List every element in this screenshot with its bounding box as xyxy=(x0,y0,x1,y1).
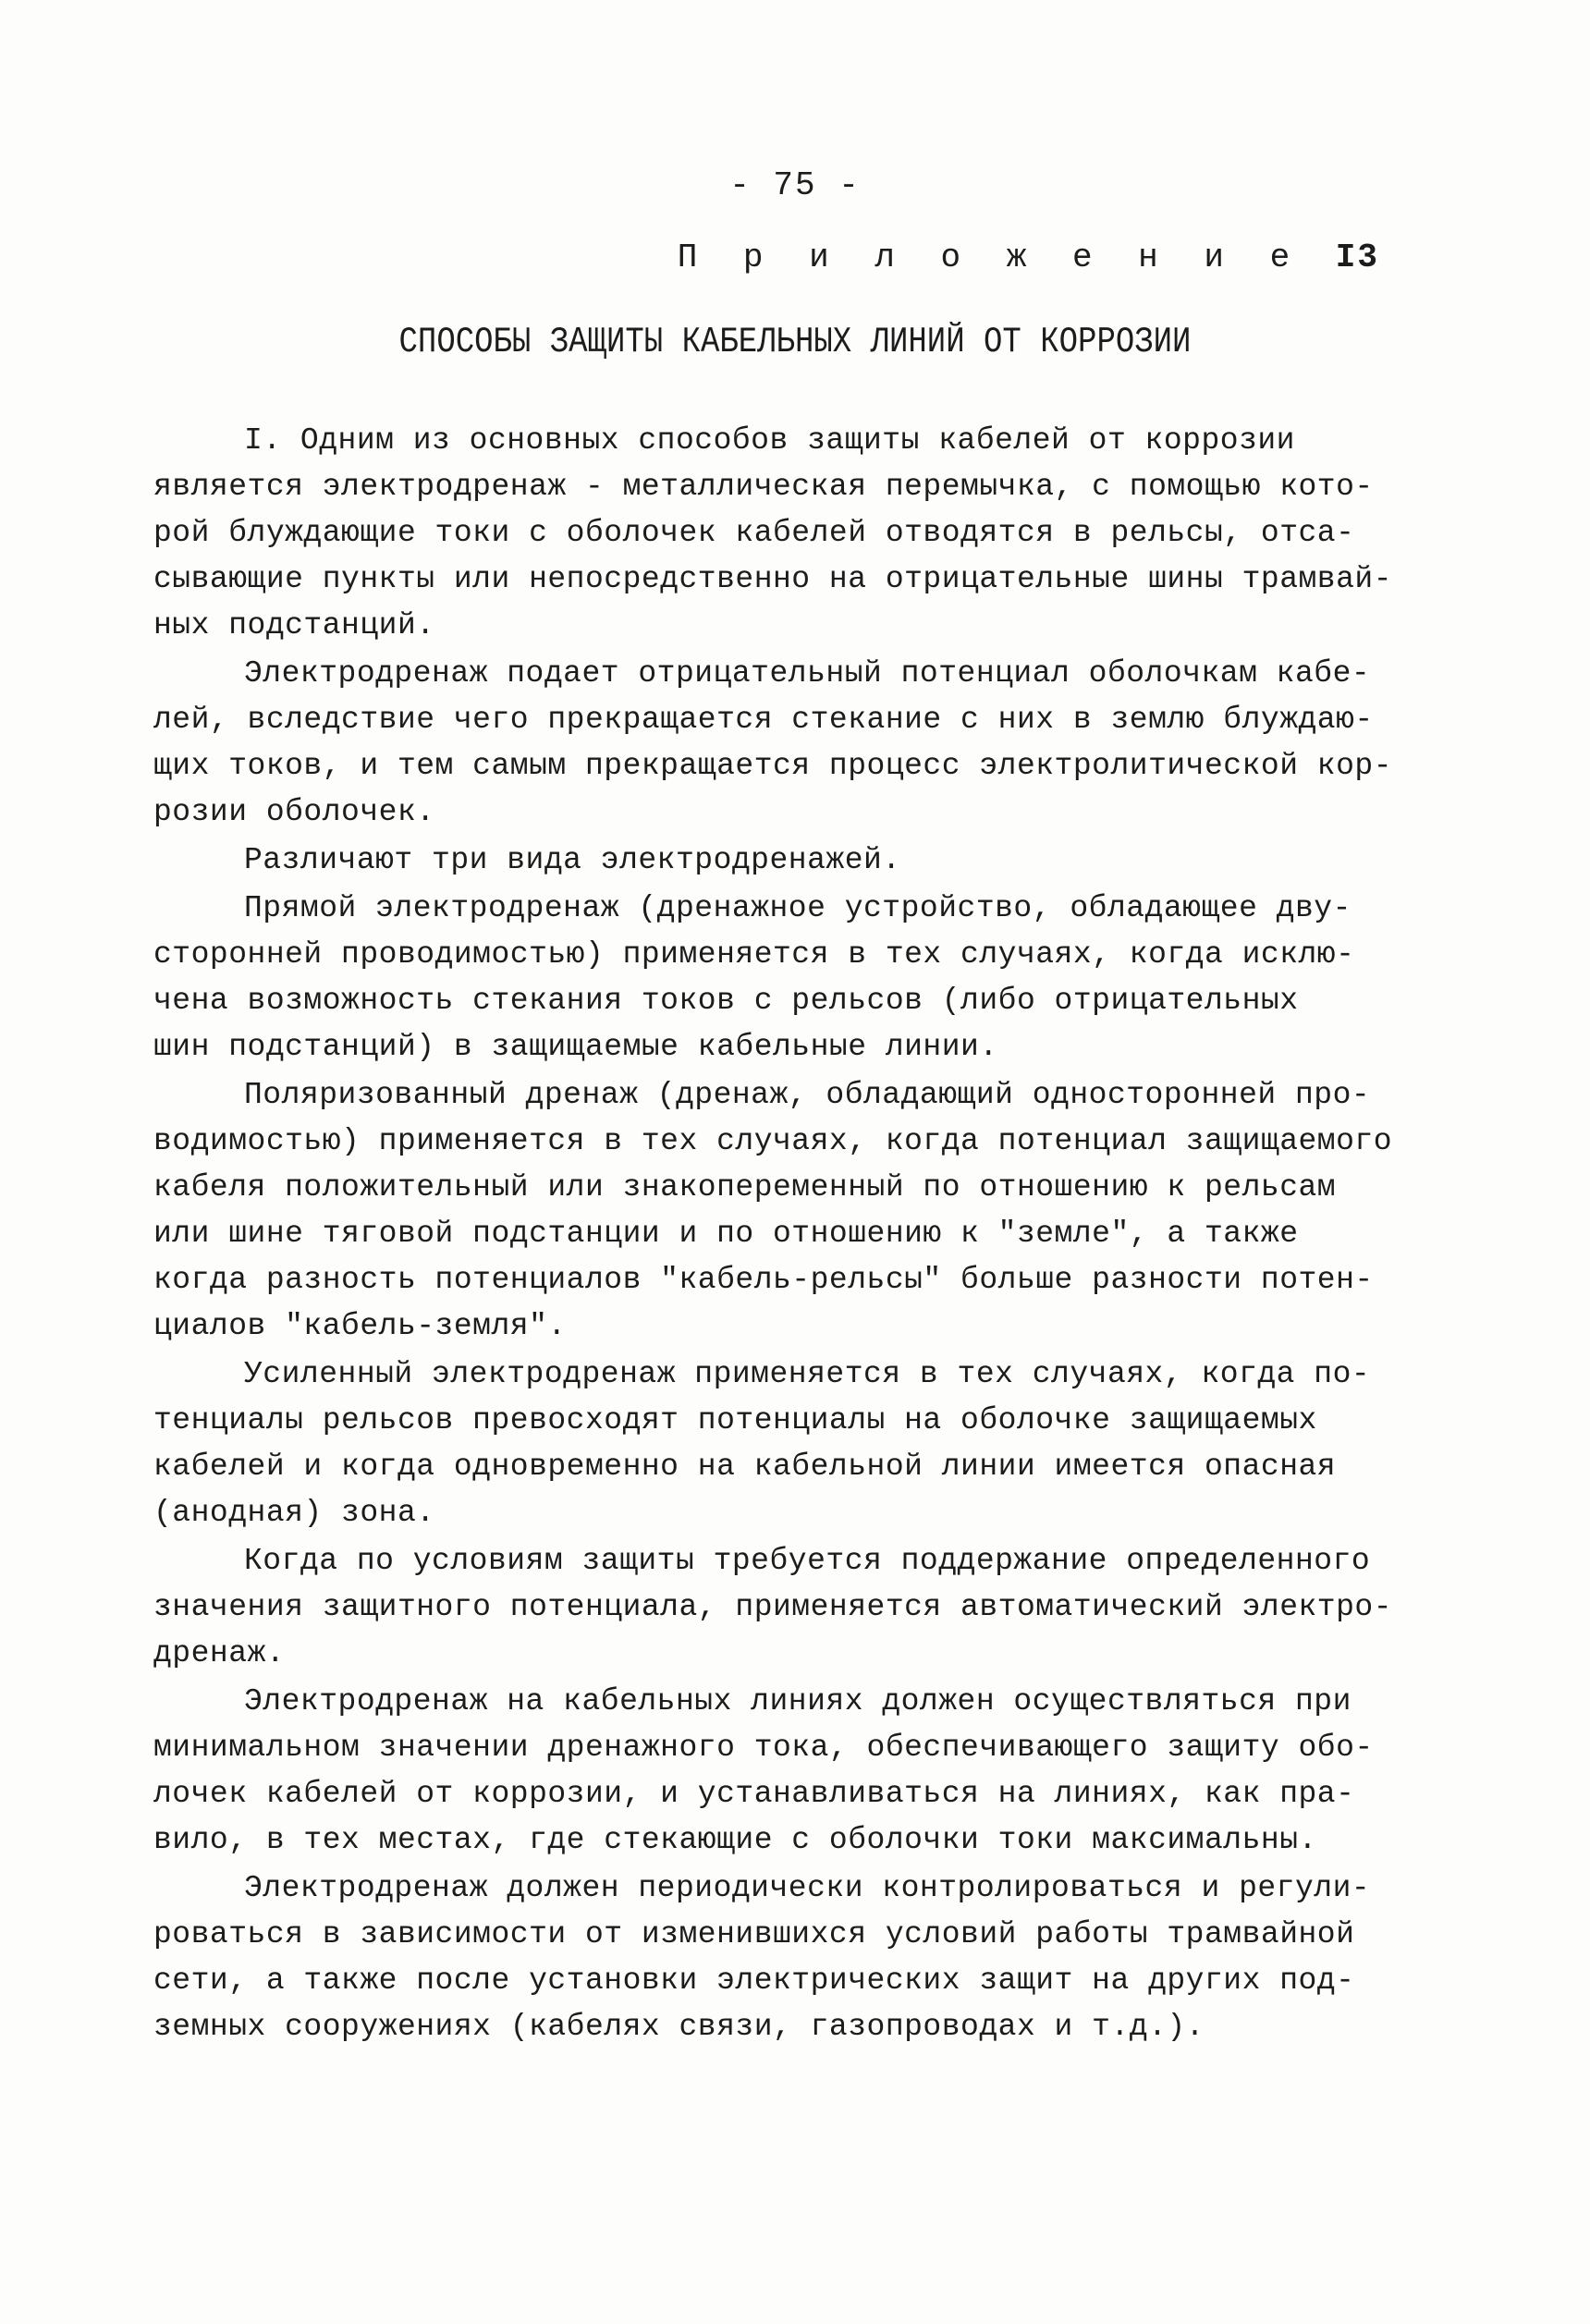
text-line: Когда по условиям защиты требуется поддержание определенного xyxy=(244,1544,1371,1578)
text-line: Прямой электродренаж (дренажное устройство, обладающее дву- xyxy=(244,891,1352,925)
text-line: кабеля положительный или знакопеременный по отношению к рельсам xyxy=(153,1170,1337,1205)
text-line: лей, вследствие чего прекращается стекание с них в землю блуждаю- xyxy=(153,703,1374,737)
paragraph xyxy=(153,1679,1392,1864)
text-line: сывающие пункты или непосредственно на отрицательные шины трамвай- xyxy=(153,562,1393,596)
paragraph xyxy=(153,1072,1392,1350)
text-line: земных сооружениях (кабелях связи, газопроводах и т.д.). xyxy=(153,2010,1205,2044)
paragraph xyxy=(153,1352,1392,1536)
paragraph xyxy=(153,838,1392,884)
appendix-label: П р и л о ж е н и е xyxy=(677,239,1303,276)
text-line: сторонней проводимостью) применяется в тех случаях, когда исклю- xyxy=(153,937,1355,972)
text-line: водимостью) применяется в тех случаях, когда потенциал защищаемого xyxy=(153,1124,1393,1158)
text-line: рой блуждающие токи с оболочек кабелей отводятся в рельсы, отса- xyxy=(153,516,1355,550)
paragraph xyxy=(153,886,1392,1070)
text-line: Усиленный электродренаж применяется в тех случаях, когда по- xyxy=(244,1357,1371,1391)
text-line: является электродренаж - металлическая перемычка, с помощью кото- xyxy=(153,470,1374,504)
text-line: значения защитного потенциала, применяется автоматический электро- xyxy=(153,1590,1393,1624)
paragraph xyxy=(153,1538,1392,1677)
text-line: Электродренаж на кабельных линиях должен осуществляться при xyxy=(244,1684,1352,1719)
appendix-number: I3 xyxy=(1335,239,1379,276)
page-number: - 75 - xyxy=(729,166,861,204)
text-line: розии оболочек. xyxy=(153,795,435,829)
text-line: Электродренаж должен периодически контролироваться и регули- xyxy=(244,1871,1371,1905)
text-line: роваться в зависимости от изменившихся условий работы трамвайной xyxy=(153,1917,1355,1951)
paragraph xyxy=(153,1865,1392,2050)
text-line: лочек кабелей от коррозии, и устанавливаться на линиях, как пра- xyxy=(153,1777,1355,1811)
text-line: (анодная) зона. xyxy=(153,1496,435,1530)
text-line: Различают три вида электродренажей. xyxy=(244,843,901,877)
text-line: чена возможность стекания токов с рельсов (либо отрицательных xyxy=(153,984,1299,1018)
paragraph xyxy=(153,651,1392,836)
text-line: щих токов, и тем самым прекращается процесс электролитической кор- xyxy=(153,749,1393,783)
document-body xyxy=(153,418,1392,2052)
text-line: ных подстанций. xyxy=(153,608,435,642)
text-line: сети, а также после установки электрических защит на других под- xyxy=(153,1963,1355,1998)
text-line: когда разность потенциалов "кабель-рельсы" больше разности потен- xyxy=(153,1263,1374,1297)
text-line: циалов "кабель-земля". xyxy=(153,1309,567,1343)
text-line: шин подстанций) в защищаемые кабельные линии. xyxy=(153,1030,998,1064)
text-line: Электродренаж подает отрицательный потенциал оболочкам кабе- xyxy=(244,656,1371,691)
text-line: дренаж. xyxy=(153,1636,286,1670)
appendix-heading xyxy=(678,239,1379,276)
text-line: минимальном значении дренажного тока, обеспечивающего защиту обо- xyxy=(153,1731,1374,1765)
text-line: или шине тяговой подстанции и по отношению к "земле", а также xyxy=(153,1217,1299,1251)
text-line: кабелей и когда одновременно на кабельной линии имеется опасная xyxy=(153,1449,1337,1484)
text-line: Поляризованный дренаж (дренаж, обладающий односторонней про- xyxy=(244,1078,1371,1112)
text-line: тенциалы рельсов превосходят потенциалы на оболочке защищаемых xyxy=(153,1403,1317,1437)
text-line: вило, в тех местах, где стекающие с оболочки токи максимальны. xyxy=(153,1823,1317,1857)
paragraph xyxy=(153,418,1392,649)
document-title: СПОСОБЫ ЗАЩИТЫ КАБЕЛЬНЫХ ЛИНИЙ ОТ КОРРОЗИИ xyxy=(398,323,1192,363)
text-line: I. Одним из основных способов защиты кабелей от коррозии xyxy=(244,423,1295,458)
